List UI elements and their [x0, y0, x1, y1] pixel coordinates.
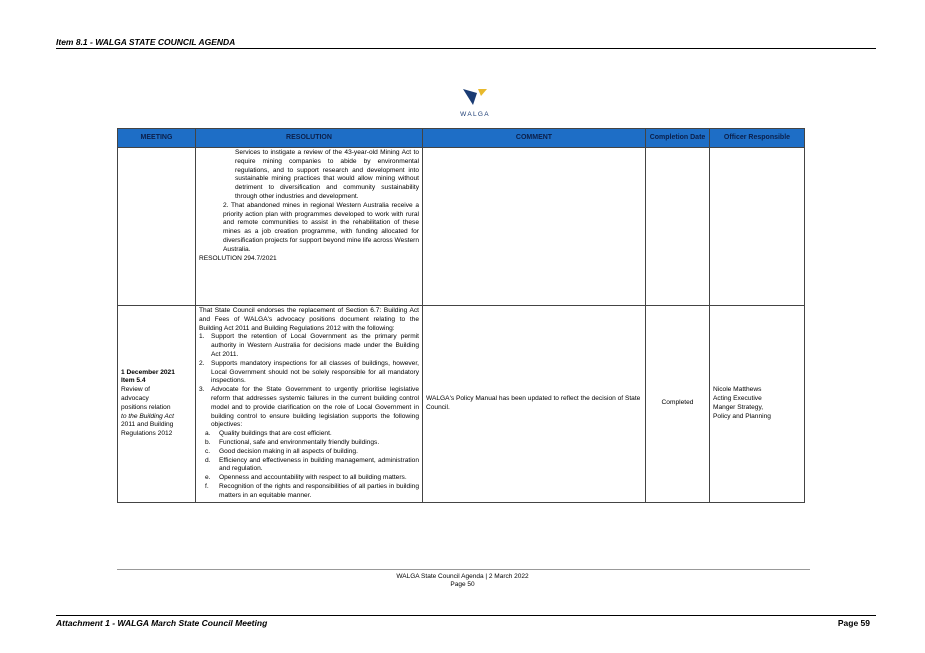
completion-status: Completed [661, 399, 694, 407]
resolution-cell [196, 148, 423, 306]
attachment-label: Attachment 1 - WALGA March State Council Meeting [56, 618, 268, 628]
list-item [199, 386, 419, 430]
page-number: Page 59 [837, 618, 870, 628]
header-divider [56, 48, 876, 49]
list-text: Efficiency and effectiveness in building management, administration and regulation. [219, 456, 419, 473]
officer-name: Nicole Matthews [713, 386, 762, 394]
officer-cell-empty [710, 148, 805, 306]
officer-cell [710, 306, 805, 503]
col-header-resolution: RESOLUTION [196, 129, 423, 148]
list-letter: c. [205, 447, 211, 455]
list-letter: d. [205, 456, 211, 464]
list-letter: f. [205, 482, 209, 490]
meeting-desc-line: positions relation [121, 403, 171, 411]
meeting-desc-line: 2011 and Building [121, 421, 174, 429]
list-item [199, 457, 419, 475]
agenda-footer-page: Page 50 [450, 581, 475, 588]
meeting-item: Item 5.4 [121, 377, 146, 385]
officer-title-line: Policy and Planning [713, 412, 771, 420]
table-row [118, 148, 805, 306]
table-header-row [118, 129, 805, 148]
resolution-intro: That State Council endorses the replacement of Section 6.7: Building Act and Fees of WALGA's advocacy positions document relating to the Building Act 2011 and Building Regulations 2012 with the following: [199, 307, 419, 332]
resolution-item-2: 2. That abandoned mines in regional Western Australia receive a priority action plan with programmes developed to work with rural and remote communities to assist in the rehabilitation of these mines as a job creation programme, with funding allocated for diversification projects for support beyond mine life across Western Australia. [223, 201, 419, 253]
col-header-completion-date: Completion Date [646, 129, 710, 148]
meeting-cell-empty [118, 148, 196, 306]
list-item [199, 483, 419, 501]
completion-cell-empty [646, 148, 710, 306]
walga-logo-icon [463, 89, 487, 105]
comment-text: WALGA's Policy Manual has been updated to reflect the decision of State Council. [426, 394, 641, 411]
list-item [199, 430, 419, 439]
resolution-continued-text: Services to instigate a review of the 43-year-old Mining Act to require mining companies to abide by environmental regulations, and to support research and development into sustainable mining practices that would allow mining without detriment to diversification and community sustainability through other industries and development. [235, 149, 419, 200]
col-header-meeting: MEETING [118, 129, 196, 148]
list-letter: a. [205, 430, 211, 438]
resolution-table [117, 128, 805, 503]
table-row [118, 306, 805, 503]
comment-cell-empty [423, 148, 646, 306]
meeting-desc-line: advocacy [121, 394, 149, 402]
list-number: 2. [199, 359, 205, 367]
list-item [199, 474, 419, 483]
list-text: Good decision making in all aspects of building. [219, 447, 358, 455]
list-item [199, 360, 419, 386]
officer-title-line: Acting Executive [713, 394, 762, 402]
list-text: Advocate for the State Government to urgently prioritise legislative reform that addresses systemic failures in the current building control model and to provide clarification on the role of Local Government in building control to ensure building legislation supports the following objectives: [211, 386, 419, 429]
list-text: Functional, safe and environmentally friendly buildings. [219, 438, 380, 446]
meeting-desc-line: Regulations 2012 [121, 430, 173, 438]
list-letter: b. [205, 438, 211, 446]
list-text: Recognition of the rights and responsibilities of all parties in building matters in an equitable manner. [219, 482, 419, 499]
page-header-title: Item 8.1 - WALGA STATE COUNCIL AGENDA [56, 37, 236, 47]
list-text: Quality buildings that are cost efficient. [219, 430, 332, 438]
comment-cell [423, 306, 646, 503]
meeting-desc-line: Review of [121, 386, 150, 394]
resolution-reference: RESOLUTION 294.7/2021 [199, 254, 277, 262]
list-item [199, 333, 419, 359]
col-header-officer: Officer Responsible [710, 129, 805, 148]
col-header-comment: COMMENT [423, 129, 646, 148]
list-letter: e. [205, 474, 211, 482]
meeting-cell [118, 306, 196, 503]
footer-divider [117, 569, 810, 570]
meeting-desc-line: to the Building Act [121, 412, 174, 420]
list-item [199, 448, 419, 457]
officer-title-line: Manger Strategy, [713, 403, 764, 411]
meeting-date: 1 December 2021 [121, 368, 175, 376]
logo-text: WALGA [460, 111, 490, 118]
list-text: Supports mandatory inspections for all classes of buildings, however, Local Government should not be solely responsible for all mandatory inspections. [211, 359, 419, 385]
agenda-footer-title: WALGA State Council Agenda | 2 March 2022 [396, 573, 529, 580]
list-number: 3. [199, 386, 205, 394]
list-text: Openness and accountability with respect to all building matters. [219, 474, 407, 482]
walga-logo [455, 89, 495, 118]
bottom-divider [56, 615, 876, 616]
resolution-cell [196, 306, 423, 503]
list-item [199, 439, 419, 448]
list-number: 1. [199, 333, 205, 341]
completion-cell [646, 306, 710, 503]
list-text: Support the retention of Local Government as the primary permit authority in Western Australia for decisions made under the Building Act 2011. [211, 333, 419, 358]
